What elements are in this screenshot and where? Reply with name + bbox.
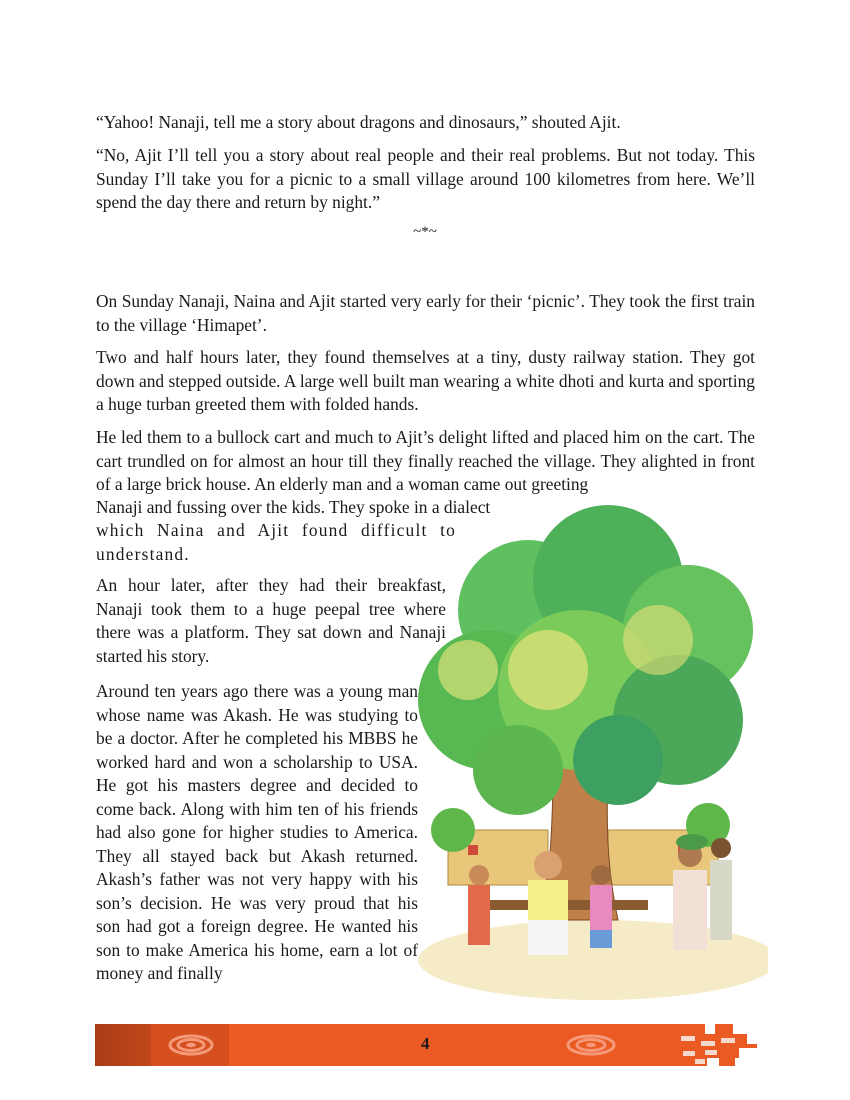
pixel-pattern-decoration bbox=[665, 1024, 757, 1066]
paragraph-5-continued: Nanaji and fussing over the kids. They spoke in a dialect bbox=[96, 497, 491, 517]
swirl-icon bbox=[167, 1034, 215, 1056]
section-separator: ~*~ bbox=[413, 224, 437, 240]
page-footer bbox=[95, 1024, 755, 1066]
paragraph-5-end: which Naina and Ajit found difficult to understand. bbox=[96, 520, 456, 564]
paragraph-3: On Sunday Nanaji, Naina and Ajit started very early for their ‘picnic’. They took the first train to the village ‘Himapet’. bbox=[96, 291, 755, 335]
paragraph-1: “Yahoo! Nanaji, tell me a story about dragons and dinosaurs,” shouted Ajit. bbox=[96, 112, 621, 132]
paragraph-6: An hour later, after they had their breakfast, Nanaji took them to a huge peepal tree where there was a platform. They sat down and Nanaji started his story. bbox=[96, 575, 446, 666]
page-number: 4 bbox=[421, 1034, 430, 1053]
peepal-tree-illustration bbox=[408, 500, 768, 1000]
paragraph-4: Two and half hours later, they found themselves at a tiny, dusty railway station. They got down and stepped outside. A large well built man wearing a white dhoti and kurta and sporting a huge turban greeted them with folded hands. bbox=[96, 347, 755, 414]
footer-dark-block bbox=[95, 1024, 151, 1066]
paragraph-7: Around ten years ago there was a young man whose name was Akash. He was studying to be a doctor. After he completed his MBBS he worked hard and won a scholarship to USA. He got his masters degree and decided to come back. Along with him ten of his friends had also gone for higher studies to America. They all stayed back but Akash returned. Akash’s father was not very happy with his son’s decision. He was very proud that his son had got a foreign degree. He wanted his son to make America his home, earn a lot of money and finally bbox=[96, 681, 418, 983]
paragraph-5: He led them to a bullock cart and much to Ajit’s delight lifted and placed him on the cart. The cart trundled on for almost an hour till they finally reached the village. They alighted in front of a large brick house. An elderly man and a woman came out greeting bbox=[96, 427, 755, 494]
paragraph-2: “No, Ajit I’ll tell you a story about real people and their real problems. But not today. This Sunday I’ll take you for a picnic to a small village around 100 kilometres from here. We’ll spend the day there and return by night.” bbox=[96, 145, 755, 212]
swirl-icon bbox=[565, 1034, 617, 1056]
